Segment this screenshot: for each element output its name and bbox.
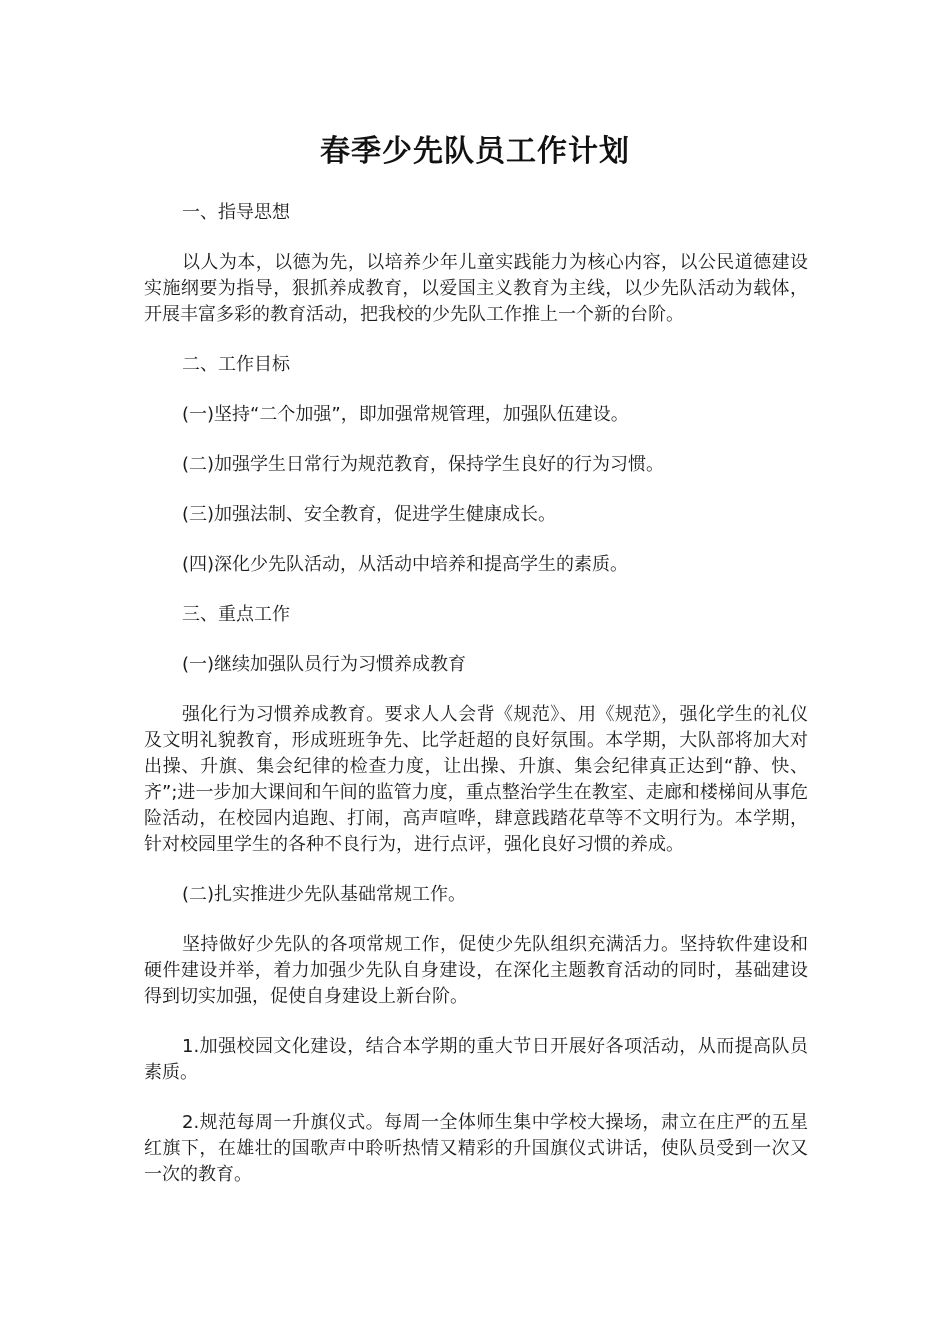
goal-item-3: (三)加强法制、安全教育，促进学生健康成长。: [182, 504, 557, 525]
document-title: 春季少先队员工作计划: [320, 134, 630, 169]
section-heading-key-work: 三、重点工作: [182, 604, 290, 625]
goal-item-2: (二)加强学生日常行为规范教育，保持学生良好的行为习惯。: [182, 454, 665, 475]
goal-item-1: (一)坚持“二个加强”，即加强常规管理，加强队伍建设。: [182, 404, 629, 425]
goal-item-4: (四)深化少先队活动，从活动中培养和提高学生的素质。: [182, 554, 629, 575]
paragraph-routine-work: 坚持做好少先队的各项常规工作，促使少先队组织充满活力。坚持软件建设和硬件建设并举，着力加强少先队自身建设，在深化主题教育活动的同时，基础建设得到切实加强，促使自身建设上新台阶。: [144, 934, 808, 1007]
section-heading-work-goals: 二、工作目标: [182, 354, 290, 375]
list-item-flag-ceremony: 2.规范每周一升旗仪式。每周一全体师生集中学校大操场，肃立在庄严的五星红旗下，在雄壮的国歌声中聆听热情又精彩的升国旗仪式讲话，使队员受到一次又一次的教育。: [144, 1112, 808, 1185]
subheading-habit-education: (一)继续加强队员行为习惯养成教育: [182, 654, 467, 675]
paragraph-guiding-thought: 以人为本，以德为先，以培养少年儿童实践能力为核心内容，以公民道德建设实施纲要为指导，狠抓养成教育，以爱国主义教育为主线，以少先队活动为载体，开展丰富多彩的教育活动，把我校的少先队工作推上一个新的台阶。: [144, 252, 808, 325]
list-item-campus-culture: 1.加强校园文化建设，结合本学期的重大节日开展好各项活动，从而提高队员素质。: [144, 1036, 808, 1083]
section-heading-guiding-thought: 一、指导思想: [182, 202, 290, 223]
document-body: [144, 200, 808, 1212]
subheading-routine-work: (二)扎实推进少先队基础常规工作。: [182, 884, 467, 905]
paragraph-habit-education: 强化行为习惯养成教育。要求人人会背《规范》、用《规范》，强化学生的礼仪及文明礼貌教育，形成班班争先、比学赶超的良好氛围。本学期，大队部将加大对出操、升旗、集会纪律的检查力度，让出操、升旗、集会纪律真正达到“静、快、齐”;进一步加大课间和午间的监管力度，重点整治学生在教室、走廊和楼梯间从事危险活动，在校园内追跑、打闹，高声喧哗，肆意践踏花草等不文明行为。本学期，针对校园里学生的各种不良行为，进行点评，强化良好习惯的养成。: [144, 704, 808, 855]
